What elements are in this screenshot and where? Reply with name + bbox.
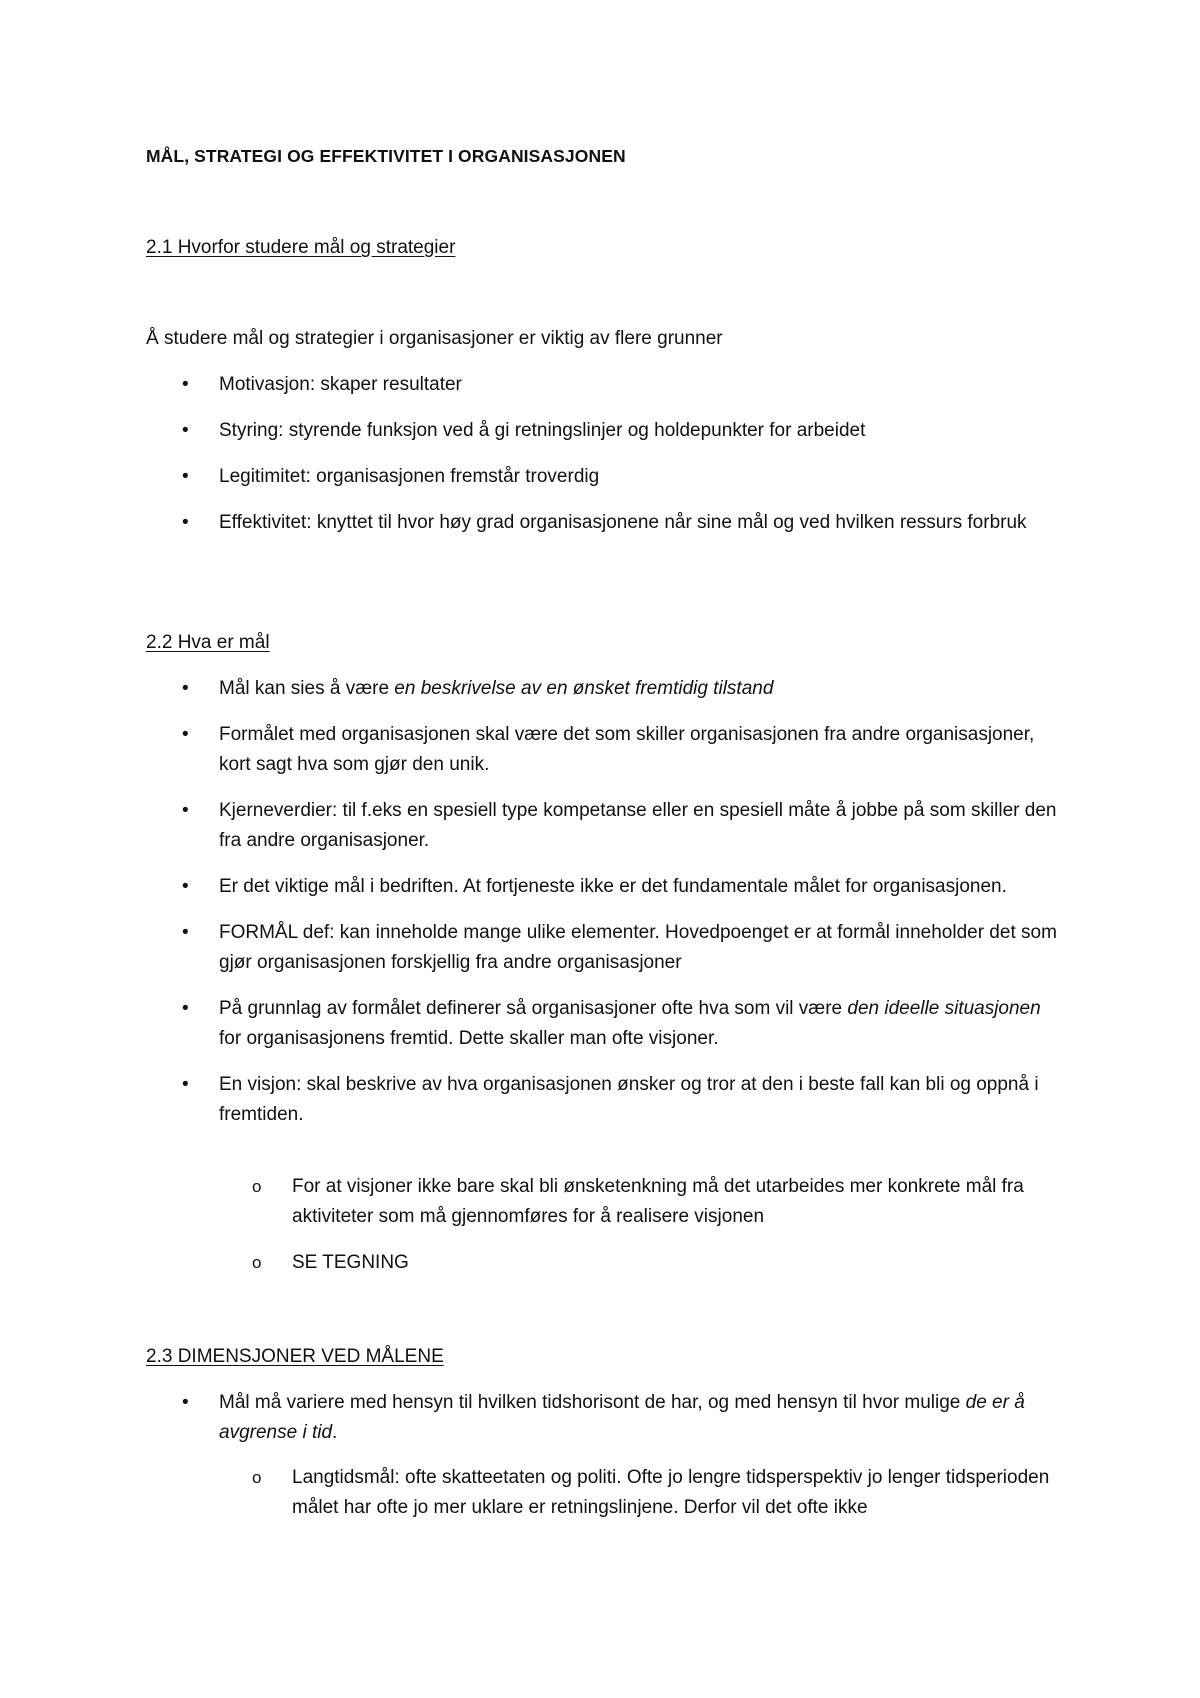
sub-list-item: o For at visjoner ikke bare skal bli ønsketenkning må det utarbeides mer konkrete mål fra aktiviteter som må gjennomføres for å realisere visjonen <box>219 1172 1066 1232</box>
list-item: • Styring: styrende funksjon ved å gi retningslinjer og holdepunkter for arbeidet <box>146 416 1066 446</box>
list-item-text: . <box>332 1422 338 1443</box>
list-item <box>146 1388 1066 1448</box>
section-heading-2-3: 2.3 DIMENSJONER VED MÅLENE <box>146 1346 444 1367</box>
list-item: • Er det viktige mål i bedriften. At fortjeneste ikke er det fundamentale målet for organisasjonen. <box>146 872 1066 902</box>
document-title: MÅL, STRATEGI OG EFFEKTIVITET I ORGANISASJONEN <box>146 146 626 166</box>
section-heading-2-2: 2.2 Hva er mål <box>146 632 270 653</box>
list-item-italic-text: de er å avgrense i tid <box>219 1392 1025 1443</box>
list-item-italic-text: en beskrivelse av en ønsket fremtidig tilstand <box>394 678 774 699</box>
section-2-1-intro: Å studere mål og strategier i organisasjoner er viktig av flere grunner <box>146 328 723 349</box>
list-item: • Legitimitet: organisasjonen fremstår troverdig <box>146 462 1066 492</box>
list-item-text: Mål må variere med hensyn til hvilken tidshorisont de har, og med hensyn til hvor mulige <box>219 1392 966 1413</box>
list-item-italic-text: den ideelle situasjonen <box>847 998 1041 1019</box>
list-item: • Formålet med organisasjonen skal være det som skiller organisasjonen fra andre organisasjoner, kort sagt hva som gjør den unik. <box>146 720 1066 780</box>
section-2-1-bullet-list <box>146 370 1066 538</box>
section-2-3-sub-bullet-list <box>219 1463 1066 1523</box>
list-item-text: Mål kan sies å være <box>219 678 395 699</box>
list-item: • Effektivitet: knyttet til hvor høy grad organisasjonene når sine mål og ved hvilken ressurs forbruk <box>146 508 1066 538</box>
list-item: • FORMÅL def: kan inneholde mange ulike elementer. Hovedpoenget er at formål inneholder det som gjør organisasjonen forskjellig fra andre organisasjoner <box>146 918 1066 978</box>
section-2-3-bullet-list <box>146 1388 1066 1448</box>
list-item-text: På grunnlag av formålet definerer så organisasjoner ofte hva som vil være <box>219 998 848 1019</box>
list-item-text: for organisasjonens fremtid. Dette skaller man ofte visjoner. <box>219 1028 719 1049</box>
list-item: • Motivasjon: skaper resultater <box>146 370 1066 400</box>
list-item: • En visjon: skal beskrive av hva organisasjonen ønsker og tror at den i beste fall kan bli og oppnå i fremtiden. <box>146 1070 1066 1130</box>
section-2-2-sub-bullet-list <box>219 1172 1066 1278</box>
section-heading-2-1: 2.1 Hvorfor studere mål og strategier <box>146 237 456 258</box>
list-item <box>146 674 1066 704</box>
list-item: • Kjerneverdier: til f.eks en spesiell type kompetanse eller en spesiell måte å jobbe på som skiller den fra andre organisasjoner. <box>146 796 1066 856</box>
sub-list-item: o Langtidsmål: ofte skatteetaten og politi. Ofte jo lengre tidsperspektiv jo lenger tidsperioden målet har ofte jo mer uklare er retningslinjene. Derfor vil det ofte ikke <box>219 1463 1066 1523</box>
list-item <box>146 994 1066 1054</box>
section-2-2-bullet-list <box>146 674 1066 1130</box>
sub-list-item: o SE TEGNING <box>219 1248 1066 1278</box>
